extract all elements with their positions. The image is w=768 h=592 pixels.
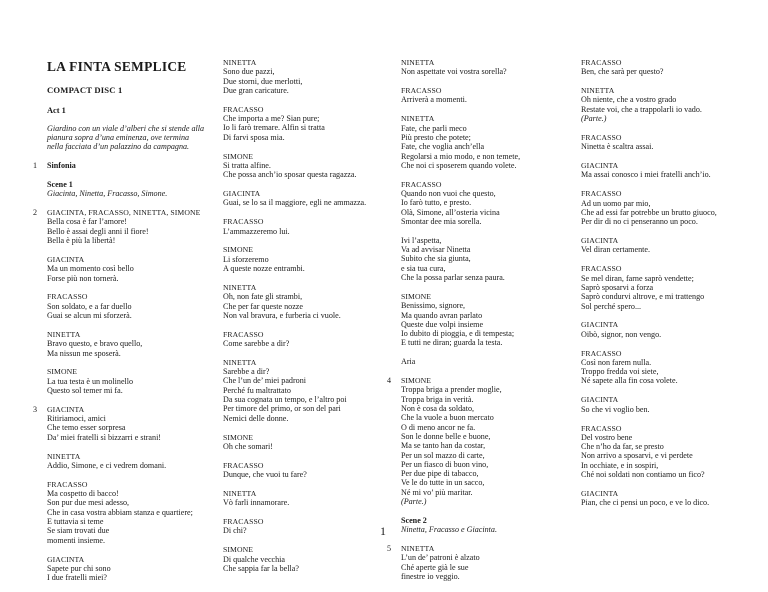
dialogue-block bbox=[401, 236, 566, 282]
dialogue-block bbox=[223, 461, 388, 480]
verse-line: Ben, che sarà per questo? bbox=[581, 67, 664, 77]
verse-line: Regolarsi a mio modo, e non temete, bbox=[401, 151, 521, 161]
verse-line: Questo sol temer mi fa. bbox=[47, 385, 123, 395]
speaker-name: GIACINTA bbox=[581, 395, 619, 405]
speaker-name: SIMONE bbox=[401, 291, 432, 301]
verse-line: Bella cosa è far l’amore! bbox=[47, 217, 127, 227]
dialogue-block bbox=[223, 245, 388, 273]
speaker-name: NINETTA bbox=[223, 357, 257, 367]
dialogue-block bbox=[47, 330, 212, 358]
verse-line: Da’ miei fratelli sì bizzarri e strani! bbox=[47, 432, 162, 442]
speaker-name: GIACINTA bbox=[47, 404, 85, 414]
verse-line: Che per far queste nozze bbox=[223, 301, 303, 311]
verse-line: Che l’un de’ miei padroni bbox=[223, 376, 307, 386]
dialogue-block bbox=[223, 433, 388, 452]
verse-line: Di chi? bbox=[223, 526, 247, 536]
verse-line: Che in casa vostra abbiam stanza e quartiere; bbox=[47, 507, 193, 517]
verse-line: Addio, Simone, e ci vedrem domani. bbox=[47, 460, 167, 470]
dialogue-block bbox=[387, 376, 566, 507]
verse-line: Di farvi sposa mia. bbox=[223, 132, 285, 142]
speaker-name: NINETTA bbox=[47, 451, 81, 461]
speaker-name: SIMONE bbox=[223, 432, 254, 442]
dialogue-block bbox=[581, 189, 746, 226]
verse-line: Da sua cognata un tempo, e l’altro poi bbox=[223, 395, 347, 405]
verse-line: Sarebbe a dir? bbox=[223, 367, 270, 377]
column-body bbox=[223, 58, 388, 573]
verse-line: Sapete pur chi sono bbox=[47, 563, 111, 573]
verse-line: Che la possa parlar senza paura. bbox=[401, 273, 505, 283]
verse-line: Pian, che ci pensi un poco, e ve lo dico. bbox=[581, 498, 710, 508]
verse-line: Son le donne belle e buone, bbox=[401, 431, 491, 441]
verse-line: Né mi vo’ più maritar. bbox=[401, 487, 473, 497]
verse-line: Che possa anch’io sposar questa ragazza. bbox=[223, 170, 357, 180]
verse-line: Ma nissun me sposerà. bbox=[47, 348, 121, 358]
verse-line: Smontar dee mia sorella. bbox=[401, 216, 482, 226]
verse-line: Troppa briga in verità. bbox=[401, 394, 474, 404]
dialogue-block bbox=[581, 58, 746, 77]
aria-block bbox=[401, 357, 566, 366]
speaker-name: NINETTA bbox=[223, 488, 257, 498]
verse-line: Son soldato, e a far duello bbox=[47, 301, 132, 311]
verse-line: Che temo esser sorpresa bbox=[47, 423, 126, 433]
verse-line: O di meno ancor ne fa. bbox=[401, 422, 476, 432]
verse-line: Due storni, due merlotti, bbox=[223, 76, 303, 86]
section-heading: Scene 1 bbox=[47, 179, 73, 189]
track-number: 1 bbox=[33, 161, 38, 171]
stage-direction-line: Giardino con un viale d’alberi che si stende alla bbox=[47, 123, 205, 133]
dialogue-block bbox=[223, 189, 388, 208]
dialogue-block bbox=[223, 283, 388, 320]
verse-line: Benissimo, signore, bbox=[401, 301, 466, 311]
verse-line: Non arrivo a sposarvi, e vi perdete bbox=[581, 451, 693, 461]
speaker-name: FRACASSO bbox=[223, 217, 264, 227]
speaker-name: NINETTA bbox=[401, 58, 435, 67]
verse-line: Bella è più la libertà! bbox=[47, 236, 116, 246]
dialogue-block bbox=[581, 86, 746, 123]
dialogue-block bbox=[401, 86, 566, 105]
dialogue-block bbox=[223, 330, 388, 349]
speaker-name: GIACINTA bbox=[47, 554, 85, 564]
verse-line: Vò farli innamorare. bbox=[223, 498, 290, 508]
verse-line: Oh niente, che a vostro grado bbox=[581, 95, 677, 105]
speaker-name: FRACASSO bbox=[47, 479, 88, 489]
verse-line: E tutti ne diran; guarda la testa. bbox=[401, 338, 503, 348]
verse-line: Oibò, signor, non vengo. bbox=[581, 329, 662, 339]
dialogue-block bbox=[223, 152, 388, 180]
verse-line: Troppa briga a prender moglie, bbox=[401, 385, 502, 395]
dialogue-block bbox=[223, 545, 388, 573]
dialogue-block bbox=[401, 58, 566, 77]
verse-line: Né sapete alla fin cosa volete. bbox=[581, 376, 678, 386]
dialogue-block bbox=[581, 133, 746, 152]
speaker-name: FRACASSO bbox=[223, 517, 264, 527]
verse-line: Io li farò tremare. Alfin si tratta bbox=[223, 123, 325, 133]
column-1 bbox=[33, 58, 212, 592]
track-number: 4 bbox=[387, 376, 392, 386]
speaker-name: SIMONE bbox=[47, 367, 78, 377]
verse-line: Che noi ci sposerem quando volete. bbox=[401, 160, 517, 170]
verse-line: Fate, che voglia anch’ella bbox=[401, 142, 485, 152]
verse-line: L’un de’ patroni è alzato bbox=[401, 553, 480, 563]
dialogue-block bbox=[33, 404, 212, 442]
verse-line: e sia tua cura, bbox=[401, 263, 446, 273]
verse-line: Che sappia far la bella? bbox=[223, 563, 299, 573]
dialogue-block bbox=[47, 480, 212, 545]
verse-line: Che la vuole a buon mercato bbox=[401, 413, 494, 423]
verse-line: Per dir di no ci penseranno un poco. bbox=[581, 217, 698, 227]
speaker-name: FRACASSO bbox=[581, 423, 622, 433]
verse-line: Ché aperte già le sue bbox=[401, 562, 469, 572]
speaker-name: GIACINTA, FRACASSO, NINETTA, SIMONE bbox=[47, 208, 201, 218]
dialogue-block bbox=[47, 555, 212, 583]
section-heading: Scene 2 bbox=[401, 515, 427, 525]
verse-line: Oh che somari! bbox=[223, 441, 273, 451]
speaker-name: FRACASSO bbox=[47, 292, 88, 302]
speaker-name: FRACASSO bbox=[223, 460, 264, 470]
verse-line: Più presto che potete; bbox=[401, 132, 471, 142]
dialogue-block bbox=[581, 489, 746, 508]
speaker-name: FRACASSO bbox=[223, 329, 264, 339]
dialogue-block bbox=[581, 424, 746, 480]
verse-line: Per un sol mazzo di carte, bbox=[401, 450, 485, 460]
verse-line: Per un fiasco di buon vino, bbox=[401, 459, 489, 469]
verse-line: Ma cospetto di bacco! bbox=[47, 489, 119, 499]
speaker-name: GIACINTA bbox=[223, 189, 261, 199]
verse-line: Li sforzeremo bbox=[223, 254, 269, 264]
scene-block bbox=[47, 180, 212, 199]
dialogue-block bbox=[401, 180, 566, 226]
stage-direction-line: nella facciata d’un palazzino da campagna. bbox=[47, 142, 190, 152]
verse-line: Arriverà a momenti. bbox=[401, 95, 467, 105]
track-number: 2 bbox=[33, 208, 38, 218]
speaker-name: FRACASSO bbox=[401, 179, 442, 189]
speaker-name: GIACINTA bbox=[581, 488, 619, 498]
verse-line: Ma assai conosco i miei fratelli anch’io. bbox=[581, 170, 711, 180]
verse-line: In occhiate, e in sospiri, bbox=[581, 460, 659, 470]
dialogue-block bbox=[47, 292, 212, 320]
verse-line: Saprò condurvi altrove, e mi trattengo bbox=[581, 292, 705, 302]
verse-line: Io farò tutto, e presto. bbox=[401, 198, 472, 208]
speaker-name: NINETTA bbox=[47, 329, 81, 339]
stage-note: (Parte.) bbox=[581, 114, 607, 124]
column-3 bbox=[387, 58, 566, 591]
verse-line: Subito che sia giunta, bbox=[401, 254, 471, 264]
act-heading: Act 1 bbox=[47, 106, 66, 116]
speaker-name: FRACASSO bbox=[223, 104, 264, 114]
verse-line: Forse più non tornerà. bbox=[47, 273, 119, 283]
verse-line: Vel diran certamente. bbox=[581, 245, 650, 255]
verse-line: Ninetta è scaltra assai. bbox=[581, 142, 654, 152]
dialogue-block bbox=[33, 208, 212, 246]
speaker-name: NINETTA bbox=[223, 282, 257, 292]
verse-line: Troppo fredda voi siete, bbox=[581, 367, 659, 377]
verse-line: I due fratelli miei? bbox=[47, 573, 107, 583]
dialogue-block bbox=[47, 367, 212, 395]
verse-line: Sono due pazzi, bbox=[223, 67, 275, 77]
verse-line: L’ammazzeremo lui. bbox=[223, 226, 290, 236]
dialogue-block bbox=[581, 349, 746, 386]
verse-line: Due gran caricature. bbox=[223, 85, 289, 95]
verse-line: Va ad avvisar Ninetta bbox=[401, 245, 471, 255]
speaker-name: NINETTA bbox=[581, 86, 615, 96]
verse-line: Perché fu maltrattato bbox=[223, 385, 291, 395]
verse-line: finestre io veggio. bbox=[401, 572, 460, 581]
verse-line: Bello è assai degli anni il fiore! bbox=[47, 226, 149, 236]
verse-line: Guai, se lo sa il maggiore, egli ne ammazza. bbox=[223, 198, 367, 208]
verse-line: Son pur due mesi adesso, bbox=[47, 498, 130, 508]
verse-line: La tua testa è un molinello bbox=[47, 376, 134, 386]
verse-line: Per due pipe di tabacco, bbox=[401, 469, 479, 479]
section-heading: Aria bbox=[401, 357, 416, 367]
speaker-name: NINETTA bbox=[401, 544, 435, 554]
stage-direction-line: pianura sopra d’una eminenza, ove termina bbox=[47, 132, 190, 142]
verse-line: Ma quando avran parlato bbox=[401, 310, 483, 320]
speaker-name: GIACINTA bbox=[47, 254, 85, 264]
verse-line: Oh, non fate gli strambi, bbox=[223, 292, 303, 302]
verse-line: Non val bravura, e furberia ci vuole. bbox=[223, 310, 341, 320]
verse-line: Bravo questo, e bravo quello, bbox=[47, 339, 143, 349]
verse-line: Fate, che parli meco bbox=[401, 123, 467, 133]
column-body bbox=[387, 58, 566, 581]
verse-line: Se siam trovati due bbox=[47, 526, 110, 536]
dialogue-block bbox=[223, 358, 388, 423]
dialogue-block bbox=[47, 452, 212, 471]
verse-line: Ve le do tutte in un sacco, bbox=[401, 478, 485, 488]
dialogue-block bbox=[581, 395, 746, 414]
verse-line: Queste due volpi insieme bbox=[401, 319, 484, 329]
verse-line: Ivi l’aspetta, bbox=[401, 235, 442, 245]
verse-line: Io dubito di pioggia, e di tempesta; bbox=[401, 329, 515, 339]
verse-line: So che vi voglio ben. bbox=[581, 404, 650, 414]
speaker-name: FRACASSO bbox=[581, 264, 622, 274]
verse-line: Non è cosa da soldato, bbox=[401, 404, 475, 414]
verse-line: Di qualche vecchia bbox=[223, 554, 286, 564]
verse-line: Olà, Simone, all’osteria vicina bbox=[401, 207, 500, 217]
scene-block bbox=[401, 516, 566, 535]
verse-line: Che n’ho da far, se presto bbox=[581, 442, 664, 452]
speaker-name: FRACASSO bbox=[581, 189, 622, 199]
verse-line: Ma un momento così bello bbox=[47, 264, 134, 274]
section-heading: Sinfonia bbox=[47, 161, 76, 171]
column-body bbox=[581, 58, 746, 508]
verse-line: E tuttavia si teme bbox=[47, 517, 104, 527]
dialogue-block bbox=[581, 236, 746, 255]
verse-line: Nemici delle donne. bbox=[223, 413, 289, 423]
dialogue-block bbox=[581, 264, 746, 310]
page-number: 1 bbox=[380, 524, 386, 538]
dialogue-block bbox=[223, 517, 388, 536]
column-2 bbox=[223, 58, 388, 583]
speaker-name: SIMONE bbox=[223, 245, 254, 255]
verse-line: Se mel diran, farne saprò vendette; bbox=[581, 273, 694, 283]
dialogue-block bbox=[223, 105, 388, 142]
column-body bbox=[33, 161, 212, 583]
dialogue-block bbox=[401, 114, 566, 170]
stage-note: (Parte.) bbox=[401, 497, 427, 507]
dialogue-block bbox=[401, 292, 566, 348]
verse-line: Come sarebbe a dir? bbox=[223, 338, 290, 348]
speaker-name: GIACINTA bbox=[581, 236, 619, 246]
scene-characters: Ninetta, Fracasso e Giacinta. bbox=[401, 525, 497, 535]
disc-subtitle: COMPACT DISC 1 bbox=[47, 85, 123, 95]
speaker-name: NINETTA bbox=[223, 58, 257, 67]
verse-line: Ritiriamoci, amici bbox=[47, 414, 106, 424]
dialogue-block bbox=[223, 217, 388, 236]
speaker-name: FRACASSO bbox=[581, 348, 622, 358]
verse-line: Così non farem nulla. bbox=[581, 357, 652, 367]
verse-line: momenti insieme. bbox=[47, 535, 105, 545]
speaker-name: NINETTA bbox=[401, 114, 435, 124]
verse-line: Ma se tanto han da costar, bbox=[401, 441, 486, 451]
verse-line: Non aspettate voi vostra sorella? bbox=[401, 67, 507, 77]
verse-line: Si tratta alfine. bbox=[223, 160, 271, 170]
dialogue-block bbox=[223, 489, 388, 508]
track-number: 5 bbox=[387, 544, 392, 554]
speaker-name: FRACASSO bbox=[581, 58, 622, 67]
verse-line: Sol perché spero... bbox=[581, 301, 642, 311]
stage-direction bbox=[47, 124, 212, 152]
speaker-name: SIMONE bbox=[223, 545, 254, 555]
verse-line: Quando non vuoi che questo, bbox=[401, 189, 496, 199]
scene-characters: Giacinta, Ninetta, Fracasso, Simone. bbox=[47, 189, 168, 199]
verse-line: Che importa a me? Sian pure; bbox=[223, 114, 320, 124]
dialogue-block bbox=[581, 320, 746, 339]
speaker-name: FRACASSO bbox=[401, 86, 442, 96]
speaker-name: GIACINTA bbox=[581, 161, 619, 171]
speaker-name: GIACINTA bbox=[581, 320, 619, 330]
column-4 bbox=[581, 58, 746, 517]
track-number: 3 bbox=[33, 404, 38, 414]
verse-line: Restate voi, che a trappolarli io vado. bbox=[581, 104, 702, 114]
verse-line: Guai se alcun mi sforzerà. bbox=[47, 311, 132, 321]
dialogue-block bbox=[223, 58, 388, 95]
speaker-name: SIMONE bbox=[223, 151, 254, 161]
verse-line: Ad un uomo par mio, bbox=[581, 198, 651, 208]
dialogue-block bbox=[581, 161, 746, 180]
verse-line: Del vostro bene bbox=[581, 432, 633, 442]
speaker-name: FRACASSO bbox=[581, 132, 622, 142]
verse-line: Dunque, che vuoi tu fare? bbox=[223, 470, 307, 480]
verse-line: Che ad essi far potrebbe un brutto giuoco, bbox=[581, 207, 717, 217]
track-block bbox=[33, 161, 212, 171]
speaker-name: SIMONE bbox=[401, 376, 432, 386]
verse-line: A queste nozze entrambi. bbox=[223, 264, 305, 274]
verse-line: Saprò sposarvi a forza bbox=[581, 282, 654, 292]
verse-line: Per timore del primo, or son del pari bbox=[223, 404, 341, 414]
dialogue-block bbox=[47, 255, 212, 283]
verse-line: Ché noi soldati non contiamo un fico? bbox=[581, 470, 705, 480]
page-title: LA FINTA SEMPLICE bbox=[47, 59, 187, 74]
